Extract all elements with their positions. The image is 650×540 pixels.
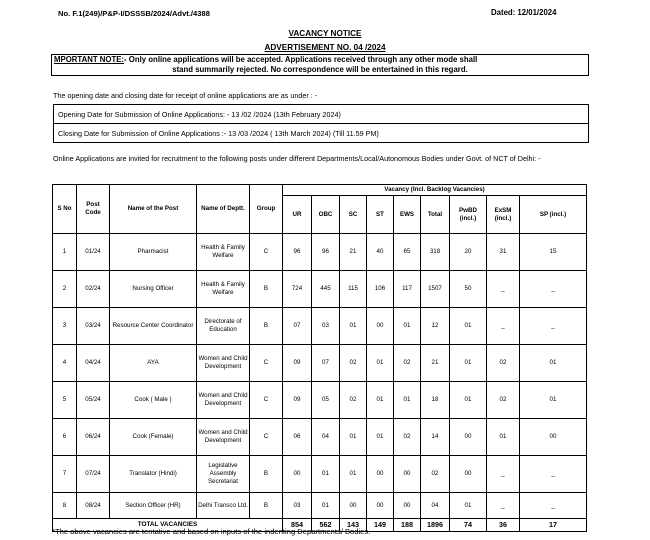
cell-dept: Health & Family Welfare [197, 234, 250, 271]
cell-post-code: 05/24 [77, 382, 110, 419]
cell-ews: 00 [394, 493, 421, 519]
recruitment-intro: Online Applications are invited for recruitment to the following posts under different Departments/Local/Autonomous Bodies under Govt. of NCT of Delhi: - [53, 154, 541, 163]
cell-st: 00 [367, 308, 394, 345]
reference-number: No. F.1(249)/P&P-I/DSSSB/2024/Advt./4388 [58, 9, 210, 18]
cell-dept: Delhi Transco Ltd. [197, 493, 250, 519]
cell-post-code: 02/24 [77, 271, 110, 308]
cell-sno: 8 [53, 493, 77, 519]
col-st-header: ST [367, 196, 394, 234]
total-pwbd: 74 [450, 519, 487, 532]
vacancy-group-header: Vacancy (Incl. Backlog Vacancies) [283, 185, 587, 196]
cell-sp: 01 [520, 382, 587, 419]
col-pwbd-header: PwBD (incl.) [450, 196, 487, 234]
vacancy-table [52, 184, 587, 532]
cell-sno: 3 [53, 308, 77, 345]
cell-ews: 02 [394, 419, 421, 456]
cell-dept: Women and Child Development [197, 419, 250, 456]
cell-sc: 21 [340, 234, 367, 271]
cell-ews: 02 [394, 345, 421, 382]
cell-st: 00 [367, 493, 394, 519]
cell-group: C [250, 234, 283, 271]
cell-obc: 96 [312, 234, 340, 271]
cell-total: 02 [421, 456, 450, 493]
cell-ews: 01 [394, 382, 421, 419]
cell-dept: Women and Child Development [197, 345, 250, 382]
cell-dept: Legislative Assembly Secretariat [197, 456, 250, 493]
cell-sc: 01 [340, 308, 367, 345]
cell-sno: 5 [53, 382, 77, 419]
cell-total: 04 [421, 493, 450, 519]
dates-intro: The opening date and closing date for receipt of online applications are as under : - [53, 91, 318, 100]
total-ews: 188 [394, 519, 421, 532]
cell-post-code: 06/24 [77, 419, 110, 456]
important-note-label: MPORTANT NOTE: [54, 55, 125, 64]
cell-st: 40 [367, 234, 394, 271]
important-note-line2: stand summarily rejected. No correspondence will be entertained in this regard. [172, 65, 468, 74]
cell-group: B [250, 271, 283, 308]
total-ur: 854 [283, 519, 312, 532]
cell-obc: 04 [312, 419, 340, 456]
cell-sno: 6 [53, 419, 77, 456]
cell-post-code: 08/24 [77, 493, 110, 519]
col-sc-header: SC [340, 196, 367, 234]
notice-date: Dated: 12/01/2024 [491, 8, 557, 17]
table-row [53, 456, 587, 493]
cell-sc: 01 [340, 456, 367, 493]
cell-pwbd: 01 [450, 382, 487, 419]
cell-obc: 01 [312, 456, 340, 493]
totals-label: TOTAL VACANCIES [53, 519, 283, 532]
col-post-name-header: Name of the Post [110, 185, 197, 234]
total-sc: 143 [340, 519, 367, 532]
cell-sno: 1 [53, 234, 77, 271]
cell-exsm: _ [487, 308, 520, 345]
col-exsm-header: ExSM (incl.) [487, 196, 520, 234]
cell-ews: 65 [394, 234, 421, 271]
table-row [53, 271, 587, 308]
cell-ews: 117 [394, 271, 421, 308]
cell-st: 106 [367, 271, 394, 308]
cell-ur: 96 [283, 234, 312, 271]
cell-group: C [250, 419, 283, 456]
cell-sno: 7 [53, 456, 77, 493]
cell-pwbd: 01 [450, 308, 487, 345]
header-row-top [53, 185, 587, 196]
cell-total: 14 [421, 419, 450, 456]
cell-post-name: Nursing Officer [110, 271, 197, 308]
cell-pwbd: 00 [450, 419, 487, 456]
cell-post-name: Cook (Female) [110, 419, 197, 456]
cell-ur: 00 [283, 456, 312, 493]
cell-total: 21 [421, 345, 450, 382]
table-row [53, 419, 587, 456]
cell-sc: 115 [340, 271, 367, 308]
cell-ur: 09 [283, 382, 312, 419]
cell-total: 1507 [421, 271, 450, 308]
col-obc-header: OBC [312, 196, 340, 234]
cell-post-name: Resource Center Coordinator [110, 308, 197, 345]
cell-total: 12 [421, 308, 450, 345]
cell-ur: 06 [283, 419, 312, 456]
cell-sp: 01 [520, 345, 587, 382]
cell-exsm: _ [487, 271, 520, 308]
cell-group: C [250, 345, 283, 382]
cell-exsm: 31 [487, 234, 520, 271]
cell-sp: 15 [520, 234, 587, 271]
cell-sp: _ [520, 456, 587, 493]
cell-obc: 01 [312, 493, 340, 519]
cell-post-name: Pharmacist [110, 234, 197, 271]
col-ur-header: UR [283, 196, 312, 234]
cell-pwbd: 01 [450, 493, 487, 519]
cell-pwbd: 00 [450, 456, 487, 493]
cell-ur: 07 [283, 308, 312, 345]
cell-post-name: Translator (Hindi) [110, 456, 197, 493]
cell-st: 01 [367, 345, 394, 382]
cell-group: B [250, 308, 283, 345]
cell-sp: _ [520, 271, 587, 308]
important-note-box [51, 54, 589, 76]
cell-group: B [250, 456, 283, 493]
cell-sc: 01 [340, 419, 367, 456]
total-total: 1896 [421, 519, 450, 532]
cell-ews: 00 [394, 456, 421, 493]
cell-obc: 03 [312, 308, 340, 345]
cell-post-code: 01/24 [77, 234, 110, 271]
table-row [53, 345, 587, 382]
cell-group: C [250, 382, 283, 419]
cell-exsm: 02 [487, 345, 520, 382]
cell-total: 18 [421, 382, 450, 419]
col-sno-header: S No [53, 185, 77, 234]
cell-ur: 03 [283, 493, 312, 519]
cell-post-name: Section Officer (HR) [110, 493, 197, 519]
col-post-code-header: Post Code [77, 185, 110, 234]
total-st: 149 [367, 519, 394, 532]
cell-pwbd: 20 [450, 234, 487, 271]
cell-sno: 4 [53, 345, 77, 382]
dates-table [53, 104, 589, 143]
opening-date: Opening Date for Submission of Online Applications: - 13 /02 /2024 (13th February 2024) [54, 105, 589, 124]
cell-dept: Directorate of Education [197, 308, 250, 345]
cell-post-name: AYA [110, 345, 197, 382]
cell-post-code: 03/24 [77, 308, 110, 345]
col-dept-header: Name of Deptt. [197, 185, 250, 234]
table-row [53, 234, 587, 271]
advertisement-number: ADVERTISEMENT NO. 04 /2024 [264, 43, 386, 52]
cell-dept: Health & Family Welfare [197, 271, 250, 308]
footnote: *The above vacancies are tentative and based on inputs of the indenting Departments/ Bodies. [52, 527, 371, 536]
cell-sp: _ [520, 308, 587, 345]
cell-exsm: 01 [487, 419, 520, 456]
cell-sno: 2 [53, 271, 77, 308]
table-row [53, 382, 587, 419]
cell-post-code: 04/24 [77, 345, 110, 382]
col-ews-header: EWS [394, 196, 421, 234]
notice-title: VACANCY NOTICE [288, 29, 362, 38]
total-exsm: 36 [487, 519, 520, 532]
cell-st: 01 [367, 382, 394, 419]
cell-exsm: 02 [487, 382, 520, 419]
closing-date: Closing Date for Submission of Online Applications :- 13 /03 /2024 ( 13th March 2024) (Till 11.59 PM) [54, 124, 589, 143]
cell-exsm: _ [487, 493, 520, 519]
cell-ews: 01 [394, 308, 421, 345]
col-sp-header: SP (incl.) [520, 196, 587, 234]
cell-ur: 724 [283, 271, 312, 308]
cell-sp: _ [520, 493, 587, 519]
cell-st: 01 [367, 419, 394, 456]
cell-exsm: _ [487, 456, 520, 493]
col-group-header: Group [250, 185, 283, 234]
cell-sc: 02 [340, 345, 367, 382]
table-row [53, 493, 587, 519]
table-row [53, 308, 587, 345]
important-note-line1: - Only online applications will be accepted. Applications received through any other mode shall [124, 55, 478, 64]
cell-pwbd: 50 [450, 271, 487, 308]
cell-post-name: Cook ( Male ) [110, 382, 197, 419]
total-obc: 562 [312, 519, 340, 532]
cell-sc: 00 [340, 493, 367, 519]
cell-pwbd: 01 [450, 345, 487, 382]
cell-ur: 09 [283, 345, 312, 382]
cell-st: 00 [367, 456, 394, 493]
total-sp: 17 [520, 519, 587, 532]
col-total-header: Total [421, 196, 450, 234]
cell-sp: 00 [520, 419, 587, 456]
cell-group: B [250, 493, 283, 519]
cell-post-code: 07/24 [77, 456, 110, 493]
cell-sc: 02 [340, 382, 367, 419]
cell-obc: 05 [312, 382, 340, 419]
cell-obc: 445 [312, 271, 340, 308]
cell-total: 318 [421, 234, 450, 271]
cell-dept: Women and Child Development [197, 382, 250, 419]
cell-obc: 07 [312, 345, 340, 382]
